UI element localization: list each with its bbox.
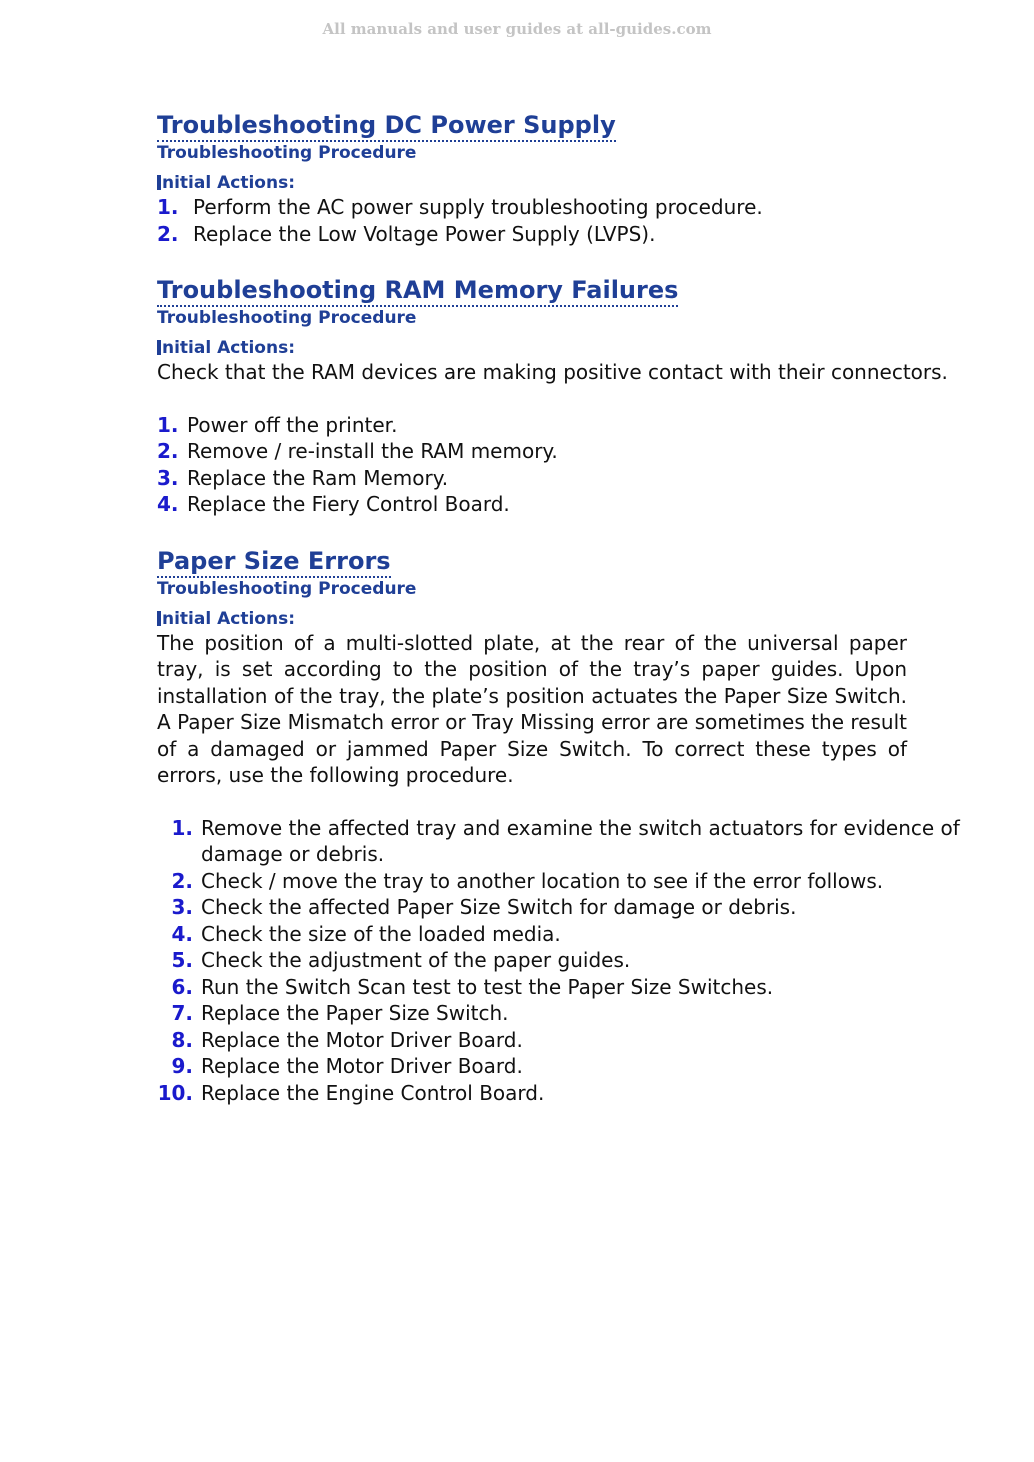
list-item <box>157 491 987 518</box>
step-text: Replace the Low Voltage Power Supply (LVPS). <box>193 221 656 246</box>
bullet-bar-icon <box>157 611 161 626</box>
step-text: Replace the Motor Driver Board. <box>201 1054 523 1078</box>
step-text: Replace the Fiery Control Board. <box>187 492 510 516</box>
step-number: 4. <box>157 492 179 516</box>
page-content <box>157 110 987 1106</box>
section-subtitle: Troubleshooting Procedure <box>157 143 417 163</box>
list-item <box>157 412 987 439</box>
step-number: 2. <box>171 868 193 893</box>
bullet-bar-icon <box>157 340 161 355</box>
list-item <box>157 921 987 948</box>
step-number: 5. <box>171 948 193 972</box>
step-number: 10. <box>157 1080 193 1105</box>
section-paper-size-errors <box>157 546 987 1107</box>
bullet-bar-icon <box>157 175 161 190</box>
initial-actions-label: nitial Actions: <box>157 608 987 630</box>
step-number: 1. <box>157 195 179 219</box>
step-number: 9. <box>171 1054 193 1078</box>
step-number: 3. <box>157 465 179 490</box>
list-item <box>157 221 987 248</box>
list-item <box>157 947 987 974</box>
step-list <box>157 815 987 1107</box>
list-item <box>157 465 987 492</box>
step-number: 4. <box>171 921 193 946</box>
step-list <box>157 412 987 518</box>
step-number: 6. <box>171 974 193 999</box>
list-item <box>157 194 987 221</box>
section-subtitle: Troubleshooting Procedure <box>157 578 417 599</box>
step-list <box>157 194 987 247</box>
step-text: Run the Switch Scan test to test the Paper Size Switches. <box>201 974 774 999</box>
step-text: Remove / re-install the RAM memory. <box>187 439 558 463</box>
intro-text: Check that the RAM devices are making positive contact with their connectors. <box>157 360 948 384</box>
list-item <box>157 1000 987 1027</box>
step-text: Replace the Engine Control Board. <box>201 1080 545 1105</box>
step-text: Check the adjustment of the paper guides. <box>201 948 631 972</box>
intro-text: The position of a multi-slotted plate, at the rear of the universal paper tray, is set according to the position of the tray’s paper guides. Upon installation of the tray, the plate’s position actuates the Paper Size Switch. A Paper Size Mismatch error or Tray Missing error are sometimes the result of a damaged or jammed Paper Size Switch. To correct these types of errors, use the following procedure. <box>157 630 907 787</box>
step-number: 8. <box>171 1027 193 1052</box>
step-number: 1. <box>157 412 179 437</box>
step-number: 2. <box>157 221 179 246</box>
step-text: Remove the affected tray and examine the switch actuators for evidence of damage or debris. <box>201 815 960 866</box>
step-number: 1. <box>171 815 193 840</box>
initial-actions-label: nitial Actions: <box>157 337 987 359</box>
section-title: Troubleshooting DC Power Supply <box>157 110 616 142</box>
step-text: Replace the Ram Memory. <box>187 465 449 490</box>
section-title: Paper Size Errors <box>157 546 391 578</box>
initial-actions-label: nitial Actions: <box>157 172 987 194</box>
step-text: Replace the Paper Size Switch. <box>201 1001 509 1025</box>
step-number: 2. <box>157 439 179 463</box>
list-item <box>157 438 987 465</box>
list-item <box>157 1053 987 1080</box>
watermark: All manuals and user guides at all-guides.com <box>322 20 712 38</box>
step-number: 7. <box>171 1001 193 1025</box>
list-item <box>157 868 987 895</box>
section-subtitle: Troubleshooting Procedure <box>157 308 417 328</box>
list-item <box>157 815 987 868</box>
step-text: Power off the printer. <box>187 412 398 437</box>
list-item <box>157 974 987 1001</box>
step-text: Check the size of the loaded media. <box>201 921 561 946</box>
section-title: Troubleshooting RAM Memory Failures <box>157 275 678 307</box>
list-item <box>157 894 987 921</box>
section-dc-power-supply <box>157 110 987 247</box>
list-item <box>157 1027 987 1054</box>
step-text: Check / move the tray to another location to see if the error follows. <box>201 868 884 893</box>
step-number: 3. <box>171 895 193 919</box>
section-ram-memory <box>157 275 987 518</box>
step-text: Replace the Motor Driver Board. <box>201 1027 523 1052</box>
list-item <box>157 1080 987 1107</box>
step-text: Check the affected Paper Size Switch for damage or debris. <box>201 895 797 919</box>
step-text: Perform the AC power supply troubleshooting procedure. <box>193 195 763 219</box>
